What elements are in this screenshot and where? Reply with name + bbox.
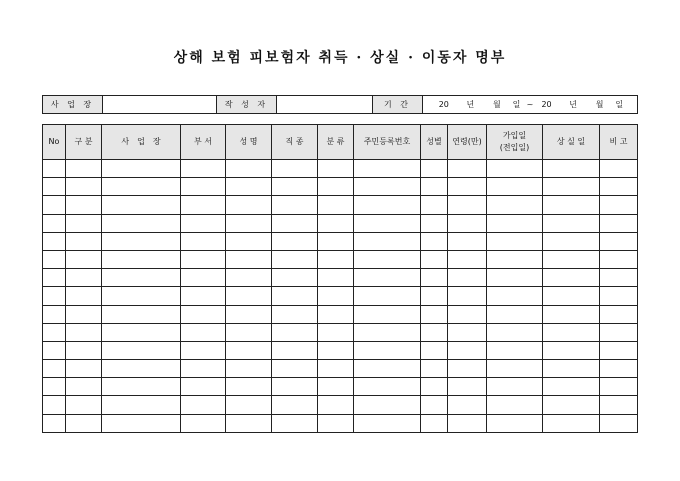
col-workplace: 사 업 장 xyxy=(102,125,181,160)
table-cell[interactable] xyxy=(181,414,226,432)
table-cell[interactable] xyxy=(181,160,226,178)
table-cell[interactable] xyxy=(543,178,600,196)
table-cell[interactable] xyxy=(102,196,181,214)
table-cell[interactable] xyxy=(43,396,66,414)
table-cell[interactable] xyxy=(272,250,318,268)
table-cell[interactable] xyxy=(600,341,638,359)
table-cell[interactable] xyxy=(66,232,102,250)
table-row xyxy=(43,250,638,268)
table-cell[interactable] xyxy=(600,160,638,178)
table-cell[interactable] xyxy=(272,341,318,359)
table-cell[interactable] xyxy=(226,414,272,432)
table-cell[interactable] xyxy=(543,378,600,396)
period-label: 기 간 xyxy=(373,96,423,114)
table-cell[interactable] xyxy=(102,341,181,359)
table-cell[interactable] xyxy=(600,269,638,287)
table-cell[interactable] xyxy=(318,250,354,268)
table-cell[interactable] xyxy=(448,396,487,414)
table-cell[interactable] xyxy=(354,287,421,305)
table-cell[interactable] xyxy=(272,232,318,250)
table-cell[interactable] xyxy=(181,360,226,378)
table-cell[interactable] xyxy=(226,378,272,396)
table-cell[interactable] xyxy=(448,323,487,341)
table-cell[interactable] xyxy=(487,214,543,232)
table-cell[interactable] xyxy=(600,196,638,214)
table-cell[interactable] xyxy=(448,160,487,178)
table-row xyxy=(43,414,638,432)
table-cell[interactable] xyxy=(318,232,354,250)
table-cell[interactable] xyxy=(448,269,487,287)
table-cell[interactable] xyxy=(600,178,638,196)
col-no: No xyxy=(43,125,66,160)
table-cell[interactable] xyxy=(421,232,448,250)
table-cell[interactable] xyxy=(318,341,354,359)
table-cell[interactable] xyxy=(318,214,354,232)
period-separator: ~ xyxy=(526,100,534,109)
table-cell[interactable] xyxy=(318,414,354,432)
col-gender: 성별 xyxy=(421,125,448,160)
table-row xyxy=(43,232,638,250)
table-cell[interactable] xyxy=(354,250,421,268)
table-cell[interactable] xyxy=(226,196,272,214)
table-cell[interactable] xyxy=(181,250,226,268)
table-cell[interactable] xyxy=(66,414,102,432)
table-cell[interactable] xyxy=(226,360,272,378)
col-remarks: 비 고 xyxy=(600,125,638,160)
period-month-unit: 월 xyxy=(493,100,501,109)
table-row xyxy=(43,323,638,341)
table-cell[interactable] xyxy=(43,160,66,178)
table-cell[interactable] xyxy=(487,378,543,396)
table-cell[interactable] xyxy=(421,414,448,432)
period-month-unit-2: 월 xyxy=(595,100,604,109)
table-cell[interactable] xyxy=(43,287,66,305)
table-cell[interactable] xyxy=(600,360,638,378)
table-cell[interactable] xyxy=(354,160,421,178)
table-cell[interactable] xyxy=(600,414,638,432)
table-cell[interactable] xyxy=(421,341,448,359)
table-cell[interactable] xyxy=(43,341,66,359)
table-cell[interactable] xyxy=(43,269,66,287)
table-cell[interactable] xyxy=(102,396,181,414)
table-cell[interactable] xyxy=(181,269,226,287)
table-cell[interactable] xyxy=(226,341,272,359)
table-cell[interactable] xyxy=(487,341,543,359)
table-cell[interactable] xyxy=(272,378,318,396)
table-cell[interactable] xyxy=(543,214,600,232)
writer-label: 작 성 자 xyxy=(217,96,277,114)
period-year-unit: 년 xyxy=(466,100,475,109)
table-cell[interactable] xyxy=(66,196,102,214)
table-row xyxy=(43,160,638,178)
table-cell[interactable] xyxy=(43,214,66,232)
table-cell[interactable] xyxy=(318,287,354,305)
table-cell[interactable] xyxy=(66,250,102,268)
table-cell[interactable] xyxy=(102,269,181,287)
table-cell[interactable] xyxy=(181,287,226,305)
table-cell[interactable] xyxy=(487,178,543,196)
table-cell[interactable] xyxy=(354,305,421,323)
table-cell[interactable] xyxy=(421,250,448,268)
table-cell[interactable] xyxy=(448,196,487,214)
table-cell[interactable] xyxy=(272,396,318,414)
business-label: 사 업 장 xyxy=(43,96,103,114)
table-cell[interactable] xyxy=(600,250,638,268)
table-cell[interactable] xyxy=(543,196,600,214)
table-row xyxy=(43,360,638,378)
table-cell[interactable] xyxy=(543,341,600,359)
table-cell[interactable] xyxy=(181,196,226,214)
table-cell[interactable] xyxy=(181,232,226,250)
table-cell[interactable] xyxy=(272,269,318,287)
table-cell[interactable] xyxy=(421,178,448,196)
table-cell[interactable] xyxy=(448,305,487,323)
period-day-unit-2: 일 xyxy=(615,100,624,109)
table-cell[interactable] xyxy=(421,287,448,305)
table-cell[interactable] xyxy=(43,378,66,396)
table-cell[interactable] xyxy=(543,232,600,250)
table-cell[interactable] xyxy=(543,269,600,287)
table-cell[interactable] xyxy=(543,305,600,323)
business-field[interactable] xyxy=(103,96,217,114)
table-cell[interactable] xyxy=(318,269,354,287)
table-cell[interactable] xyxy=(354,378,421,396)
table-row xyxy=(43,341,638,359)
table-cell[interactable] xyxy=(102,323,181,341)
join-date-line2: (전입일) xyxy=(499,143,530,152)
join-date-line1: 가입일 xyxy=(502,131,527,140)
period-year-unit-2: 년 xyxy=(569,100,577,109)
table-cell[interactable] xyxy=(226,305,272,323)
table-cell[interactable] xyxy=(543,160,600,178)
table-cell[interactable] xyxy=(354,414,421,432)
table-cell[interactable] xyxy=(421,323,448,341)
table-cell[interactable] xyxy=(354,269,421,287)
table-cell[interactable] xyxy=(487,232,543,250)
table-cell[interactable] xyxy=(272,360,318,378)
table-cell[interactable] xyxy=(272,160,318,178)
table-cell[interactable] xyxy=(181,341,226,359)
table-cell[interactable] xyxy=(487,360,543,378)
table-cell[interactable] xyxy=(102,178,181,196)
table-cell[interactable] xyxy=(600,305,638,323)
table-cell[interactable] xyxy=(354,323,421,341)
period-from-year: 20 xyxy=(438,100,449,109)
col-job: 직 종 xyxy=(272,125,318,160)
table-cell[interactable] xyxy=(487,196,543,214)
table-row xyxy=(43,396,638,414)
table-cell[interactable] xyxy=(102,378,181,396)
table-cell[interactable] xyxy=(102,232,181,250)
table-cell[interactable] xyxy=(102,414,181,432)
table-cell[interactable] xyxy=(66,323,102,341)
table-cell[interactable] xyxy=(226,269,272,287)
table-cell[interactable] xyxy=(421,214,448,232)
table-cell[interactable] xyxy=(487,160,543,178)
writer-field[interactable] xyxy=(277,96,373,114)
table-cell[interactable] xyxy=(600,323,638,341)
col-name: 성 명 xyxy=(226,125,272,160)
table-cell[interactable] xyxy=(181,378,226,396)
table-cell[interactable] xyxy=(600,287,638,305)
table-cell[interactable] xyxy=(181,178,226,196)
table-cell[interactable] xyxy=(318,160,354,178)
info-table xyxy=(42,95,638,114)
table-cell[interactable] xyxy=(448,341,487,359)
table-row xyxy=(43,378,638,396)
table-cell[interactable] xyxy=(181,396,226,414)
col-category: 구 분 xyxy=(66,125,102,160)
table-cell[interactable] xyxy=(181,305,226,323)
table-cell[interactable] xyxy=(43,232,66,250)
table-cell[interactable] xyxy=(543,414,600,432)
table-cell[interactable] xyxy=(318,305,354,323)
table-cell[interactable] xyxy=(543,287,600,305)
col-loss-date: 상 실 일 xyxy=(543,125,600,160)
table-cell[interactable] xyxy=(102,250,181,268)
table-cell[interactable] xyxy=(102,305,181,323)
table-cell[interactable] xyxy=(448,378,487,396)
table-cell[interactable] xyxy=(66,378,102,396)
table-cell[interactable] xyxy=(102,360,181,378)
col-join-date xyxy=(487,125,543,160)
table-cell[interactable] xyxy=(421,269,448,287)
table-cell[interactable] xyxy=(600,396,638,414)
table-cell[interactable] xyxy=(181,214,226,232)
table-cell[interactable] xyxy=(272,196,318,214)
table-cell[interactable] xyxy=(354,178,421,196)
table-row xyxy=(43,214,638,232)
table-cell[interactable] xyxy=(487,323,543,341)
table-row xyxy=(43,196,638,214)
table-cell[interactable] xyxy=(66,269,102,287)
table-cell[interactable] xyxy=(318,360,354,378)
table-cell[interactable] xyxy=(318,323,354,341)
table-cell[interactable] xyxy=(66,396,102,414)
register-table xyxy=(42,124,638,433)
table-cell[interactable] xyxy=(181,323,226,341)
table-cell[interactable] xyxy=(543,250,600,268)
table-cell[interactable] xyxy=(318,196,354,214)
table-cell[interactable] xyxy=(448,414,487,432)
table-cell[interactable] xyxy=(543,396,600,414)
table-cell[interactable] xyxy=(354,360,421,378)
table-cell[interactable] xyxy=(226,323,272,341)
table-cell[interactable] xyxy=(102,214,181,232)
table-cell[interactable] xyxy=(66,287,102,305)
table-cell[interactable] xyxy=(43,414,66,432)
table-cell[interactable] xyxy=(421,305,448,323)
table-cell[interactable] xyxy=(448,287,487,305)
table-cell[interactable] xyxy=(448,232,487,250)
table-cell[interactable] xyxy=(43,323,66,341)
period-day-unit: 일 xyxy=(512,100,521,109)
table-cell[interactable] xyxy=(272,323,318,341)
col-department: 부 서 xyxy=(181,125,226,160)
table-cell[interactable] xyxy=(226,214,272,232)
table-cell[interactable] xyxy=(226,160,272,178)
table-cell[interactable] xyxy=(448,360,487,378)
period-field[interactable] xyxy=(423,96,638,114)
table-cell[interactable] xyxy=(600,214,638,232)
table-cell[interactable] xyxy=(226,287,272,305)
table-cell[interactable] xyxy=(487,305,543,323)
table-cell[interactable] xyxy=(226,250,272,268)
table-cell[interactable] xyxy=(43,250,66,268)
table-cell[interactable] xyxy=(272,287,318,305)
table-row xyxy=(43,305,638,323)
table-cell[interactable] xyxy=(66,214,102,232)
table-cell[interactable] xyxy=(487,396,543,414)
table-cell[interactable] xyxy=(487,250,543,268)
table-row xyxy=(43,287,638,305)
period-to-year: 20 xyxy=(541,100,552,109)
table-cell[interactable] xyxy=(66,341,102,359)
table-cell[interactable] xyxy=(421,160,448,178)
table-cell[interactable] xyxy=(66,178,102,196)
table-cell[interactable] xyxy=(448,250,487,268)
table-cell[interactable] xyxy=(318,178,354,196)
table-cell[interactable] xyxy=(421,396,448,414)
table-cell[interactable] xyxy=(66,360,102,378)
col-age: 연령(만) xyxy=(448,125,487,160)
table-cell[interactable] xyxy=(354,341,421,359)
table-cell[interactable] xyxy=(43,305,66,323)
table-cell[interactable] xyxy=(43,196,66,214)
table-cell[interactable] xyxy=(543,323,600,341)
header-row xyxy=(43,125,638,160)
table-cell[interactable] xyxy=(543,360,600,378)
table-cell[interactable] xyxy=(354,232,421,250)
table-cell[interactable] xyxy=(66,305,102,323)
table-cell[interactable] xyxy=(43,360,66,378)
col-resident-id: 주민등록번호 xyxy=(354,125,421,160)
table-row xyxy=(43,269,638,287)
table-cell[interactable] xyxy=(226,396,272,414)
table-cell[interactable] xyxy=(272,178,318,196)
table-cell[interactable] xyxy=(318,396,354,414)
table-cell[interactable] xyxy=(43,178,66,196)
table-cell[interactable] xyxy=(354,214,421,232)
table-cell[interactable] xyxy=(102,160,181,178)
table-cell[interactable] xyxy=(487,414,543,432)
table-cell[interactable] xyxy=(318,378,354,396)
table-cell[interactable] xyxy=(354,396,421,414)
table-cell[interactable] xyxy=(421,378,448,396)
table-cell[interactable] xyxy=(421,360,448,378)
table-cell[interactable] xyxy=(226,232,272,250)
table-cell[interactable] xyxy=(272,214,318,232)
table-cell[interactable] xyxy=(102,287,181,305)
table-cell[interactable] xyxy=(272,414,318,432)
table-row xyxy=(43,178,638,196)
col-classification: 분 류 xyxy=(318,125,354,160)
table-cell[interactable] xyxy=(66,160,102,178)
table-cell[interactable] xyxy=(487,287,543,305)
table-cell[interactable] xyxy=(487,269,543,287)
table-cell[interactable] xyxy=(600,232,638,250)
table-cell[interactable] xyxy=(448,214,487,232)
table-cell[interactable] xyxy=(448,178,487,196)
page-title: 상해 보험 피보험자 취득 · 상실 · 이동자 명부 xyxy=(173,50,507,66)
table-cell[interactable] xyxy=(354,196,421,214)
table-cell[interactable] xyxy=(272,305,318,323)
table-cell[interactable] xyxy=(226,178,272,196)
table-cell[interactable] xyxy=(600,378,638,396)
table-cell[interactable] xyxy=(421,196,448,214)
